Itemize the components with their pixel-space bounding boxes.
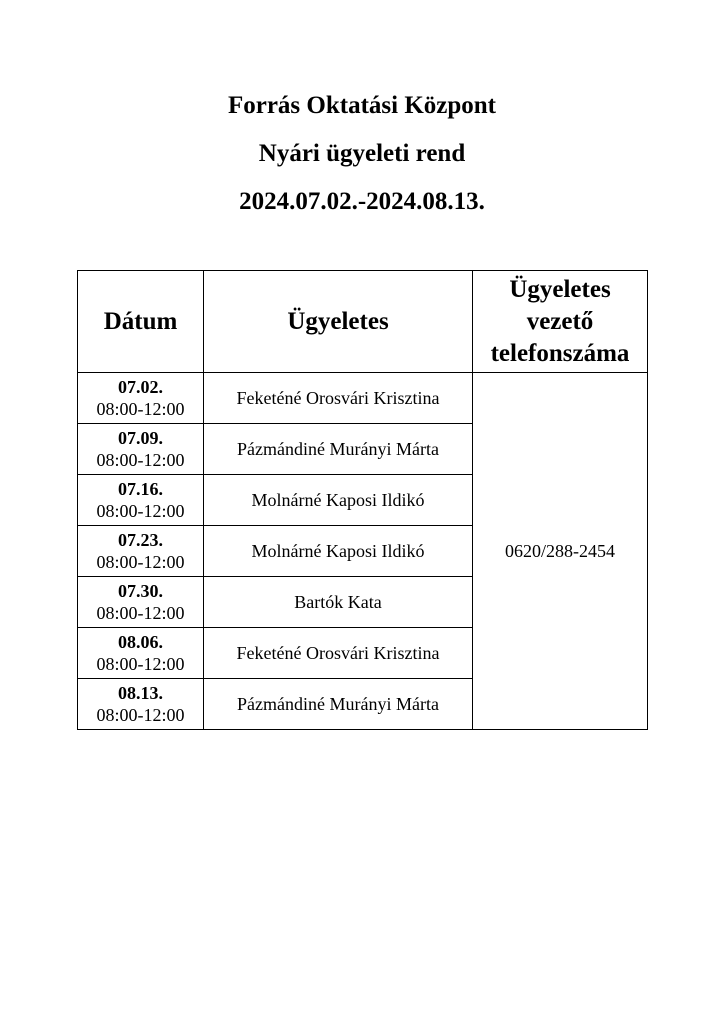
date-cell <box>78 424 204 475</box>
duty-date: 07.23. <box>118 530 163 550</box>
duty-date: 08.06. <box>118 632 163 652</box>
duty-person: Pázmándiné Murányi Márta <box>204 424 473 475</box>
title-line-organization: Forrás Oktatási Központ <box>227 92 497 119</box>
duty-time: 08:00-12:00 <box>96 552 185 572</box>
column-header-date: Dátum <box>78 271 204 373</box>
date-cell <box>78 475 204 526</box>
duty-person: Molnárné Kaposi Ildikó <box>204 526 473 577</box>
date-cell <box>78 577 204 628</box>
duty-person: Bartók Kata <box>204 577 473 628</box>
column-header-phone <box>473 271 648 373</box>
duty-time: 08:00-12:00 <box>96 501 185 521</box>
duty-time: 08:00-12:00 <box>96 603 185 623</box>
duty-person: Pázmándiné Murányi Márta <box>204 679 473 730</box>
table-header-row <box>78 271 648 373</box>
duty-date: 08.13. <box>118 683 163 703</box>
duty-person: Molnárné Kaposi Ildikó <box>204 475 473 526</box>
table-row <box>78 373 648 424</box>
duty-person: Feketéné Orosvári Krisztina <box>204 373 473 424</box>
duty-date: 07.30. <box>118 581 163 601</box>
leader-phone-number: 0620/288-2454 <box>473 373 648 730</box>
column-header-phone-line: telefonszáma <box>490 339 630 367</box>
title-line-subject: Nyári ügyeleti rend <box>258 140 466 167</box>
column-header-phone-line: Ügyeletes <box>509 275 611 303</box>
document-title <box>0 82 724 226</box>
duty-time: 08:00-12:00 <box>96 450 185 470</box>
duty-date: 07.16. <box>118 479 163 499</box>
duty-time: 08:00-12:00 <box>96 705 185 725</box>
date-cell <box>78 526 204 577</box>
column-header-person: Ügyeletes <box>204 271 473 373</box>
duty-time: 08:00-12:00 <box>96 654 185 674</box>
duty-date: 07.02. <box>118 377 163 397</box>
duty-schedule-table <box>77 270 648 730</box>
duty-time: 08:00-12:00 <box>96 399 185 419</box>
duty-date: 07.09. <box>118 428 163 448</box>
column-header-phone-line: vezető <box>526 307 594 335</box>
date-cell <box>78 679 204 730</box>
duty-person: Feketéné Orosvári Krisztina <box>204 628 473 679</box>
title-line-period: 2024.07.02.-2024.08.13. <box>239 188 485 215</box>
date-cell <box>78 628 204 679</box>
date-cell <box>78 373 204 424</box>
